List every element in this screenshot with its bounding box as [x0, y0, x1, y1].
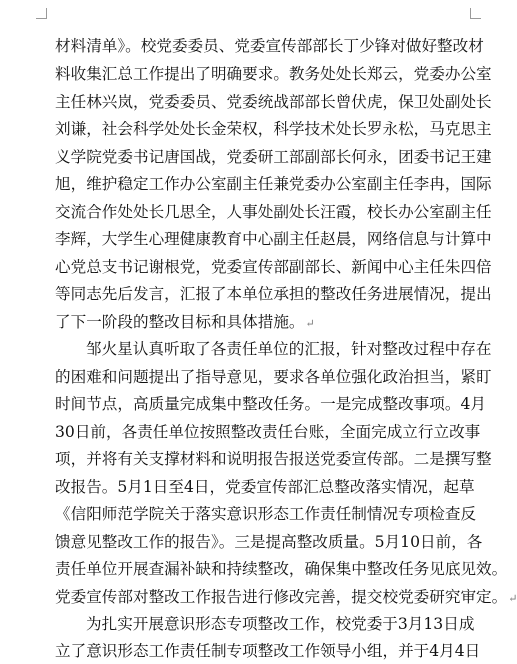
text-line: 交流合作处处长几思全，人事处副处长汪霞，校长办公室副主任 — [55, 203, 492, 221]
paragraph-end-line — [55, 309, 315, 335]
text-line: 主任林兴岚，党委委员、党委统战部部长曾伏虎，保卫处副处长 — [55, 93, 492, 111]
text-line: 料收集汇总工作提出了明确要求。教务处处长郑云，党委办公室 — [55, 65, 492, 83]
text-line: 责任单位开展查漏补缺和持续整改，确保集中整改任务见底见效。 — [55, 560, 508, 578]
text-line: 立了意识形态工作责任制专项整改工作领导小组，并于4月4日 — [55, 642, 481, 660]
page-corner-marker-top-right — [470, 8, 481, 19]
text-line: 项，并将有关支撑材料和说明报告报送党委宣传部。二是撰写整 — [55, 450, 492, 468]
text-line: 心党总支书记谢根党，党委宣传部副部长、新闻中心主任朱四倍 — [55, 258, 492, 276]
text-line: 改报告。5月1日至4日，党委宣传部汇总整改落实情况，起草 — [55, 478, 475, 496]
text-line: 馈意见整改工作的报告》。三是提高整改质量。5月10日前，各 — [55, 533, 483, 551]
page-corner-marker-top-left — [36, 8, 47, 19]
paragraph-mark-icon: ↵ — [508, 592, 517, 605]
text-line: 刘谦，社会科学处处长金荣权，科学技术处长罗永松，马克思主 — [55, 120, 492, 138]
text-line: 《信阳师范学院关于落实意识形态工作责任制情况专项检查反 — [55, 505, 477, 523]
text-line: 党委宣传部对整改工作报告进行修改完善，提交校党委研究审定。 — [55, 588, 508, 606]
paragraph-end-line — [55, 584, 517, 610]
text-line: 了下一阶段的整改目标和具体措施。 — [55, 313, 305, 331]
paragraph-mark-icon: ↵ — [305, 317, 315, 330]
text-line-indented: 邹火星认真听取了各责任单位的汇报，针对整改过程中存在 — [86, 340, 492, 358]
text-line: 等同志先后发言，汇报了本单位承担的整改任务进展情况，提出 — [55, 285, 492, 303]
text-line: 时间节点，高质量完成集中整改任务。一是完成整改事项。4月 — [55, 395, 486, 413]
text-line-indented: 为扎实开展意识形态专项整改工作，校党委于3月13日成 — [86, 615, 475, 633]
text-line: 材料清单》。校党委委员、党委宣传部部长丁少锋对做好整改材 — [55, 37, 484, 55]
text-line: 义学院党委书记唐国战，党委研工部副部长何永，团委书记王建 — [55, 148, 492, 166]
text-line: 李辉，大学生心理健康教育中心副主任赵晨，网络信息与计算中 — [55, 230, 492, 248]
text-line: 的困难和问题提出了指导意见，要求各单位强化政治担当，紧盯 — [55, 368, 492, 386]
text-line: 30日前，各责任单位按照整改责任台账，全面完成立行立改事 — [55, 423, 481, 441]
text-line: 旭，维护稳定工作办公室副主任兼党委办公室副主任李冉，国际 — [55, 175, 492, 193]
